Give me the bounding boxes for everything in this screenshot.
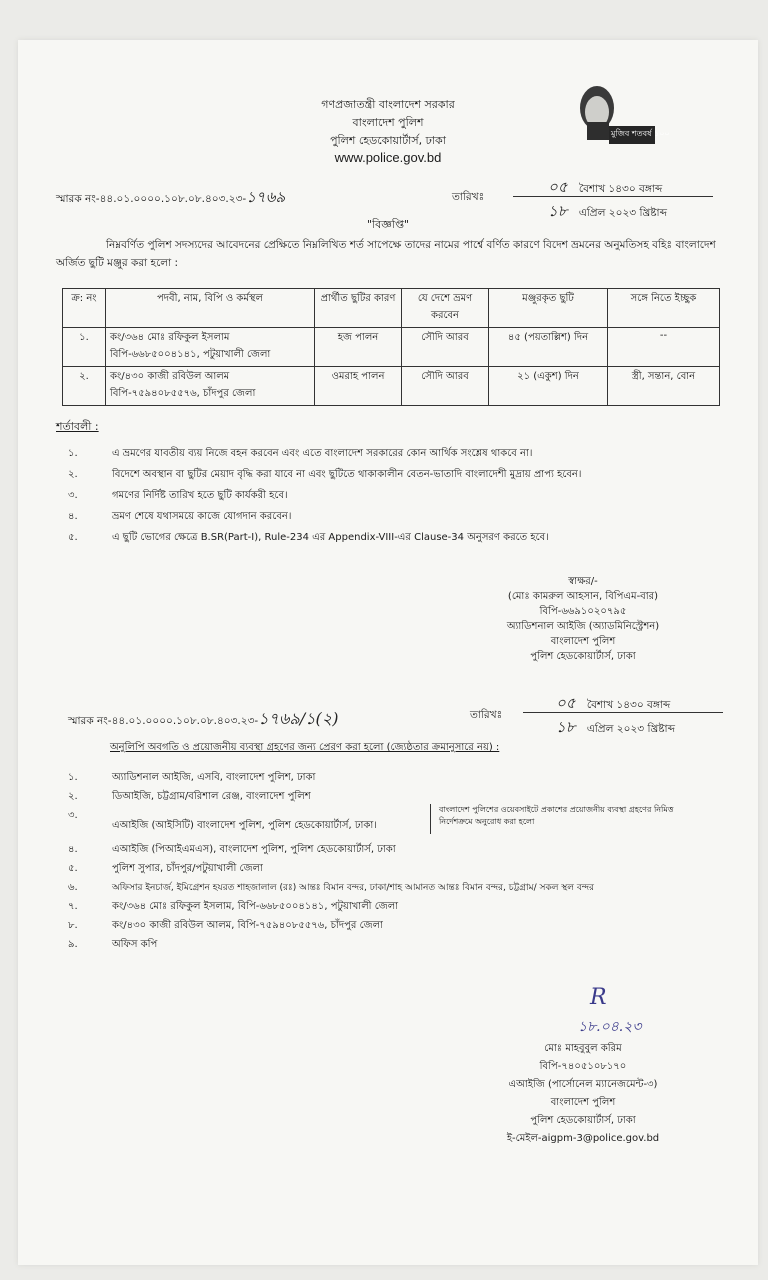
signature-block-1: স্বাক্ষর/- (মোঃ কামরুল আহসান, বিপিএম-বার) বিপি-৬৬৯১০২০৭৯৫ অ্যাডিশনাল আইজি (অ্যাডমিনিস্ট্রেশন) বাংলাদেশ পুলিশ পুলিশ হেডকোয়ার্টার্স, ঢাকা: [506, 576, 660, 662]
signature-block-2: মোঃ মাহবুবুল করিম বিপি-৭৪০৫১০৮১৭০ এআইজি (পার্সোনেল ম্যানেজমেন্ট-৩) বাংলাদেশ পুলিশ পুলিশ হেডকোয়ার্টার্স, ঢাকা ই-মেইল-aigpm-3@police.gov.bd: [458, 1040, 708, 1148]
notice-intro: নিম্নবর্ণিত পুলিশ সদস্যদের আবেদনের প্রেক্ষিতে নিম্নলিখিত শর্ত সাপেক্ষে তাদের নামের পার্শ্বে বর্ণিত কারণে বিদেশ ভ্রমনের অনুমতিসহ বহিঃ বাংলাদেশ অর্জিত ছুটি মঞ্জুর করা হলো :: [56, 239, 716, 269]
table-header-row: [63, 289, 720, 328]
col-leave: মঞ্জুরকৃত ছুটি: [489, 289, 608, 328]
logo-text: মুজিব শতবর্ষ ১০০: [611, 129, 670, 138]
header-url: www.police.gov.bd: [334, 150, 442, 165]
mujib-centenary-logo-icon: [563, 78, 670, 152]
table-row: ১. কং/৩৬৪ মোঃ রফিকুল ইসলাম বিপি-৬৬৮৫০০৪১৪১, পটুয়াখালী জেলা হজ পালন সৌদি আরব ৪৫ (পয়তাল্লিশ) দিন --: [63, 328, 720, 367]
memo-ref-handwritten: ১৭৬৯: [246, 188, 286, 206]
header-police: বাংলাদেশ পুলিশ: [352, 116, 424, 129]
document-page: গণপ্রজাতন্ত্রী বাংলাদেশ সরকার বাংলাদেশ পুলিশ পুলিশ হেডকোয়ার্টার্স, ঢাকা www.police.gov.bd মুজিব শতবর্ষ ১০০ স্মারক নং-৪৪.০১.০০০০.১০৮.০৮.৪০৩.২৩-১৭৬৯ তারিখঃ ০৫ বৈশাখ ১৪৩০ বঙ্গাব্দ ১৮ এপ্রিল ২০২৩ খ্রিষ্টাব্দ "বিজ্ঞপ্তি" নিম্নবর্ণিত পুলিশ সদস্যদের আবেদনের প্রেক্ষিতে নিম্নলিখিত শর্ত সাপেক্ষে তাদের নামের পার্শ্বে বর্ণিত কারণে বিদেশ ভ্রমনের অনুমতিসহ বহিঃ বাংলাদেশ অর্জিত ছুটি মঞ্জুর করা হলো : ক্র: নং পদবী, নাম, বিপি ও কর্মস্থল প্রার্থীত ছুটির কারণ যে দেশে ভ্রমণ করবেন মঞ্জুরকৃত ছুটি সঙ্গে নিতে ইচ্ছুক ১. কং/৩৬৪ মোঃ রফিকুল ইসলাম বিপি-৬৬৮৫০০৪১৪১, পটুয়াখালী জেলা হজ পালন সৌদি আরব ৪৫ (পয়তাল্লিশ) দিন -- ২. কং/৪৩০ কাজী রবিউল আলম বিপি-৭৫৯৪০৮৫৫৭৬, চাঁদপুর জেলা ওমরাহ পালন সৌদি আরব ২১ (একুশ) দিন স্ত্রী, সন্তান, বোন শর্তাবলী : ১. এ ভ্রমণের যাবতীয় ব্যয় নিজে বহন করবেন এবং এতে বাংলাদেশ সরকারের কোন আর্থিক সংশ্লেষ থাকবে না। ২. বিদেশে অবস্থান বা ছুটির মেয়াদ বৃদ্ধি করা যাবে না এবং ছুটিতে থাকাকালীন বেতন-ভাতাদি বাংলাদেশী মুদ্রায় প্রাপ্য হবেন। ৩. গমণের নির্দিষ্ট তারিখ হতে ছুটি কার্যকরী হবে। ৪. ভ্রমণ শেষে যথাসময়ে কাজে যোগদান করবেন। ৫. এ ছুটি ভোগের ক্ষেত্রে B.SR(Part-I), Rule-234 এর Appendix-VIII-এর Clause-34 অনুসরণ করতে হবে। স্বাক্ষর/- (মোঃ কামরুল আহসান, বিপিএম-বার) বিপি-৬৬৯১০২০৭৯৫ অ্যাডিশনাল আইজি (অ্যাডমিনিস্ট্রেশন) বাংলাদেশ পুলিশ পুলিশ হেডকোয়ার্টার্স, ঢাকা স্মারক নং-৪৪.০১.০০০০.১০৮.০৮.৪০৩.২৩-১৭৬৯/১(২) তারিখঃ ০৫ বৈশাখ ১৪৩০ বঙ্গাব্দ ১৮ এপ্রিল ২০২৩ খ্রিষ্টাব্দ অনুলিপি অবগতি ও প্রয়োজনীয় ব্যবস্থা গ্রহণের জন্য প্রেরণ করা হলো (জ্যেষ্ঠতার ক্রমানুসারে নয়) : ১. অ্যাডিশনাল আইজি, এসবি, বাংলাদেশ পুলিশ, ঢাকা ২. ডিআইজি, চট্টগ্রাম/বরিশাল রেঞ্জ, বাংলাদেশ পুলিশ ৩. এআইজি (আইসিটি) বাংলাদেশ পুলিশ, পুলিশ হেডকোয়ার্টার্স, ঢাকা। ৪. এআইজি (পিআইএমএস), বাংলাদেশ পুলিশ, পুলিশ হেডকোয়ার্টার্স, ঢাকা ৫. পুলিশ সুপার, চাঁদপুর/পটুয়াখালী জেলা ৬. অফিসার ইনচার্জ, ইমিগ্রেশন হযরত শাহজালাল (রঃ) আন্তঃ বিমান বন্দর, ঢাকা/শাহ আমানত আন্তঃ বিমান বন্দর, চট্টগ্রাম/ সকল স্থল বন্দর ৭. কং/৩৬৪ মোঃ রফিকুল ইসলাম, বিপি-৬৬৮৫০০৪১৪১, পটুয়াখালী জেলা ৮. কং/৪৩০ কাজী রবিউল আলম, বিপি-৭৫৯৪০৮৫৫৭৬, চাঁদপুর জেলা ৯. অফিস কপি বাংলাদেশ পুলিশের ওয়েবসাইটে প্রকাশের প্রয়োজনীয় ব্যবস্থা গ্রহণের নিমিত্ত নির্দেশক্রমে অনুরোধ করা হলো R ১৮.০৪.২৩ মোঃ মাহবুবুল করিম বিপি-৭৪০৫১০৮১৭০ এআইজি (পার্সোনেল ম্যানেজমেন্ট-৩) বাংলাদেশ পুলিশ পুলিশ হেডকোয়ার্টার্স, ঢাকা ই-মেইল-aigpm-3@police.gov.bd: [18, 40, 758, 1265]
col-name: পদবী, নাম, বিপি ও কর্মস্থল: [106, 289, 315, 328]
memo-date-label: তারিখঃ: [452, 191, 485, 203]
col-country: যে দেশে ভ্রমণ করবেন: [402, 289, 489, 328]
handwritten-initial: R: [590, 985, 607, 1010]
handwritten-date: ১৮.০৪.২৩: [578, 1019, 642, 1035]
notice-title: "বিজ্ঞপ্তি": [366, 218, 410, 231]
table-row: ২. কং/৪৩০ কাজী রবিউল আলম বিপি-৭৫৯৪০৮৫৫৭৬, চাঁদপুর জেলা ওমরাহ পালন সৌদি আরব ২১ (একুশ) দিন স্ত্রী, সন্তান, বোন: [63, 367, 720, 406]
copy3-note: বাংলাদেশ পুলিশের ওয়েবসাইটে প্রকাশের প্রয়োজনীয় ব্যবস্থা গ্রহণের নিমিত্ত নির্দেশক্রমে অনুরোধ করা হলো: [430, 804, 705, 834]
memo2-date-bangla: ০৫ বৈশাখ ১৪৩০ বঙ্গাব্দ: [556, 694, 671, 712]
memo2-ref-label: স্মারক নং-৪৪.০১.০০০০.১০৮.০৮.৪০৩.২৩-: [68, 715, 259, 727]
memo-date-bangla: ০৫ বৈশাখ ১৪৩০ বঙ্গাব্দ: [548, 178, 663, 196]
col-serial: ক্র: নং: [63, 289, 106, 328]
copy-title: অনুলিপি অবগতি ও প্রয়োজনীয় ব্যবস্থা গ্রহণের জন্য প্রেরণ করা হলো (জ্যেষ্ঠতার ক্রমানুসারে নয়) :: [110, 742, 500, 753]
memo2-date-label: তারিখঃ: [470, 709, 503, 721]
col-companions: সঙ্গে নিতে ইচ্ছুক: [608, 289, 720, 328]
conditions-title: শর্তাবলী :: [56, 420, 99, 433]
header-hq: পুলিশ হেডকোয়ার্টার্স, ঢাকা: [330, 134, 446, 147]
signature2-email: ই-মেইল-aigpm-3@police.gov.bd: [506, 1133, 660, 1144]
memo-ref-number: [56, 186, 285, 211]
memo2-date-gregorian: ১৮ এপ্রিল ২০২৩ খ্রিষ্টাব্দ: [556, 718, 675, 736]
header-govt: গণপ্রজাতন্ত্রী বাংলাদেশ সরকার: [321, 98, 455, 111]
memo2-ref-number: [68, 706, 338, 733]
leave-table: [62, 288, 720, 406]
memo-ref-label: স্মারক নং-৪৪.০১.০০০০.১০৮.০৮.৪০৩.২৩-: [56, 193, 247, 205]
memo-date-gregorian: ১৮ এপ্রিল ২০২৩ খ্রিষ্টাব্দ: [548, 202, 667, 220]
memo2-ref-handwritten: ১৭৬৯/১(২): [258, 709, 339, 728]
col-reason: প্রার্থীত ছুটির কারণ: [315, 289, 402, 328]
